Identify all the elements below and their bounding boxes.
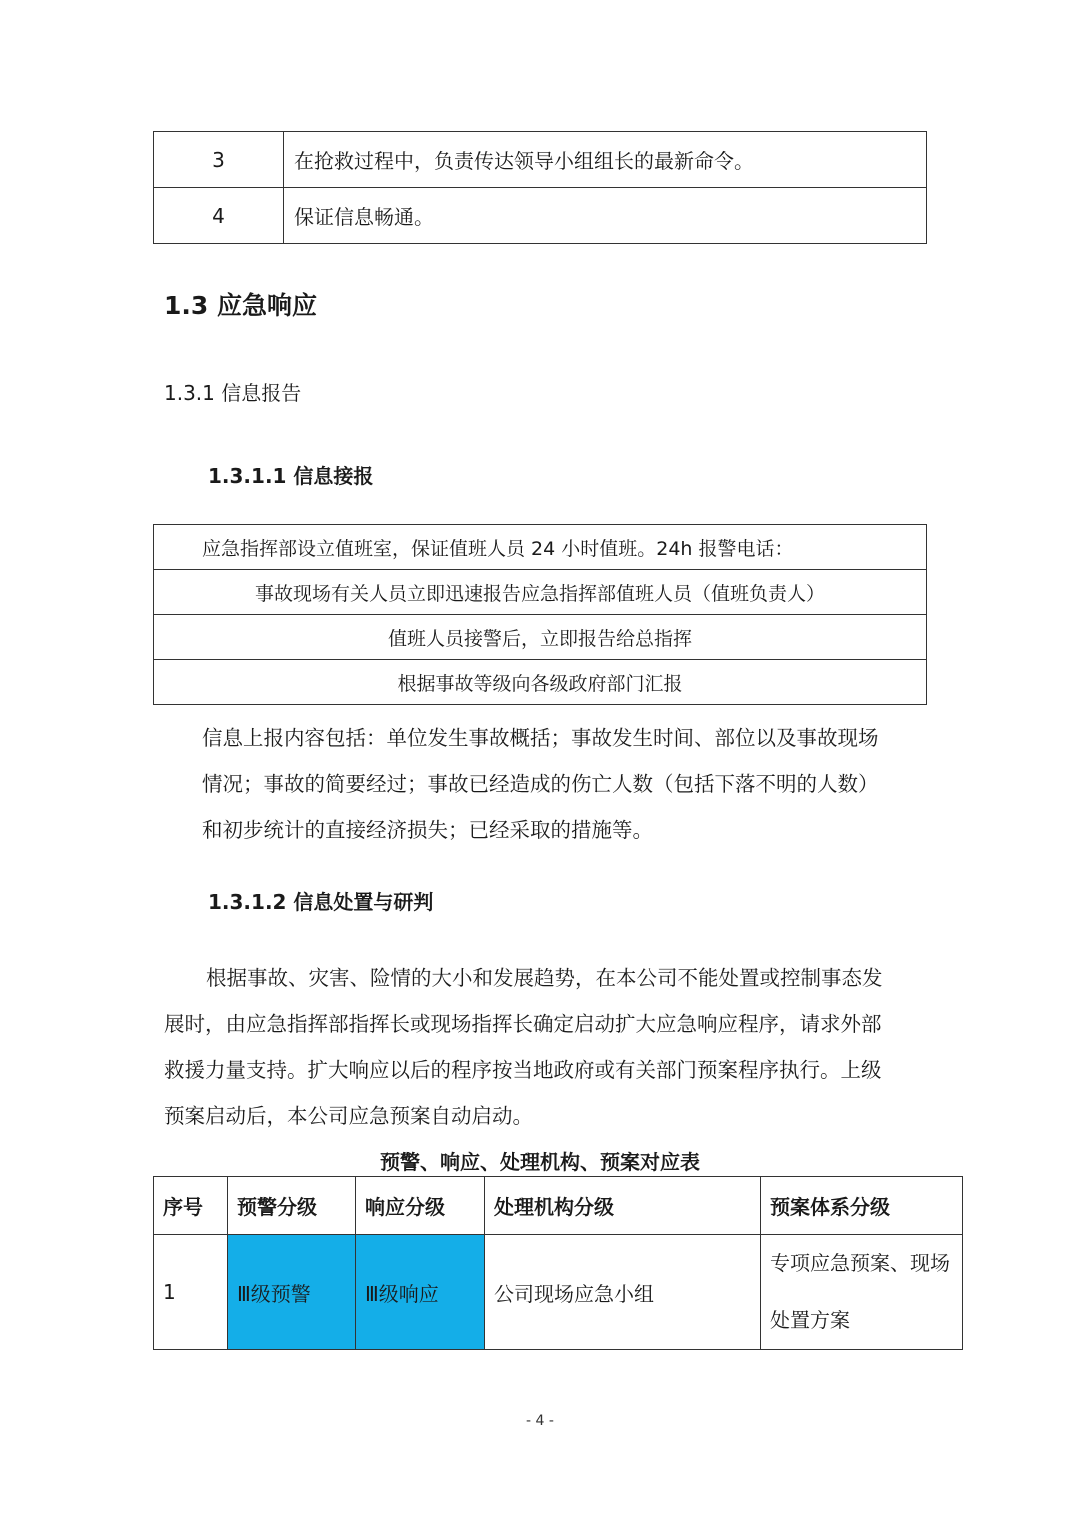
subsubsection-title-receive: 1.3.1.1 信息接报 [208, 464, 374, 488]
duty-table [153, 131, 927, 244]
row-number: 1 [154, 1235, 228, 1350]
row-text: 在抢救过程中，负责传达领导小组组长的最新命令。 [284, 132, 927, 188]
table-row [154, 132, 927, 188]
paragraph-line: 和初步统计的直接经济损失；已经采取的措施等。 [202, 818, 653, 842]
paragraph-line: 救援力量支持。扩大响应以后的程序按当地政府或有关部门预案程序执行。上级 [164, 1058, 882, 1082]
correspondence-table [153, 1176, 963, 1350]
plan-level-cell [761, 1235, 963, 1350]
agency-level-cell: 公司现场应急小组 [485, 1235, 761, 1350]
page-number: - 4 - [526, 1413, 554, 1429]
report-flow-box [153, 524, 927, 705]
column-header: 响应分级 [356, 1177, 485, 1235]
column-header: 预警分级 [228, 1177, 356, 1235]
table-header-row [154, 1177, 963, 1235]
section-title: 1.3 应急响应 [164, 291, 317, 320]
paragraph-line: 情况；事故的简要经过；事故已经造成的伤亡人数（包括下落不明的人数） [202, 772, 879, 796]
paragraph-line: 信息上报内容包括：单位发生事故概括；事故发生时间、部位以及事故现场 [202, 726, 879, 750]
subsubsection-title-disposal: 1.3.1.2 信息处置与研判 [208, 890, 434, 914]
report-content-paragraph [202, 715, 879, 853]
flow-step: 应急指挥部设立值班室，保证值班人员 24 小时值班。24h 报警电话： [154, 525, 927, 570]
table-row [154, 1235, 963, 1350]
column-header: 序号 [154, 1177, 228, 1235]
flow-step: 根据事故等级向各级政府部门汇报 [154, 660, 927, 705]
plan-line: 处置方案 [770, 1308, 850, 1332]
paragraph-line: 预案启动后，本公司应急预案自动启动。 [164, 1104, 533, 1128]
column-header: 预案体系分级 [761, 1177, 963, 1235]
warning-level-cell: Ⅲ级预警 [228, 1235, 356, 1350]
row-number: 4 [154, 188, 284, 244]
plan-line: 专项应急预案、现场 [770, 1251, 950, 1275]
column-header: 处理机构分级 [485, 1177, 761, 1235]
flow-step: 事故现场有关人员立即迅速报告应急指挥部值班人员（值班负责人） [154, 570, 927, 615]
row-number: 3 [154, 132, 284, 188]
table-row [154, 188, 927, 244]
subsection-title: 1.3.1 信息报告 [164, 381, 302, 405]
disposal-paragraph [164, 955, 883, 1139]
paragraph-line: 展时，由应急指挥部指挥长或现场指挥长确定启动扩大应急响应程序，请求外部 [164, 1012, 882, 1036]
flow-step: 值班人员接警后，立即报告给总指挥 [154, 615, 927, 660]
response-level-cell: Ⅲ级响应 [356, 1235, 485, 1350]
row-text: 保证信息畅通。 [284, 188, 927, 244]
paragraph-line: 根据事故、灾害、险情的大小和发展趋势，在本公司不能处置或控制事态发 [206, 966, 883, 990]
table-caption: 预警、响应、处理机构、预案对应表 [380, 1150, 700, 1174]
